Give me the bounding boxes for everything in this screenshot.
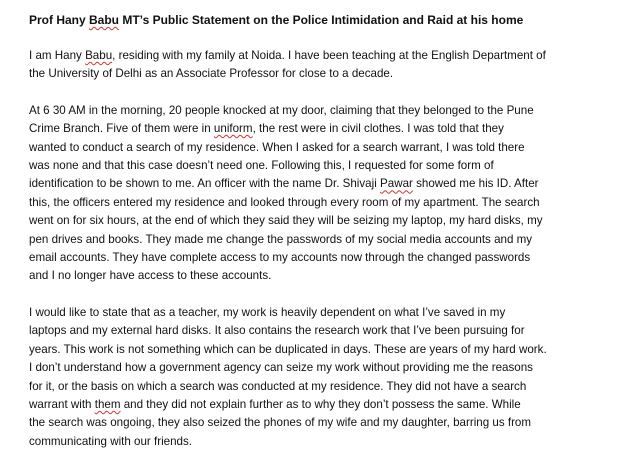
text-line [29,47,629,65]
text-line: I would like to state that as a teacher, my work is heavily dependent on what I’ve saved in my [29,305,506,319]
text-line: years. This work is not something which can be duplicated in days. These are years of my hard work. [29,342,547,356]
text-line [29,396,629,414]
spellcheck-flagged-word[interactable]: uniform [213,122,253,136]
document-title [29,11,629,29]
spellcheck-flagged-word[interactable]: Babu [89,13,120,27]
text-segment: showed me his ID. After [412,177,539,191]
text-segment: identification to be shown to me. An officer with the name Dr. Shivaji [29,177,381,191]
spellcheck-flagged-word[interactable]: Pawar [380,177,413,191]
text-line: the University of Delhi as an Associate Professor for close to a decade. [29,67,394,81]
spellcheck-flagged-word[interactable]: them [94,397,121,411]
spellcheck-flagged-word[interactable]: Babu [85,49,113,62]
title-text-start: Prof Hany [29,13,90,27]
text-line [29,120,629,138]
text-line: wanted to conduct a search of my residence. When I asked for a search warrant, I was told there [29,140,525,154]
text-line: this, the officers entered my residence and looked through every room of my apartment. The search [29,195,540,209]
text-segment: Crime Branch. Five of them were in [29,122,214,136]
text-segment: I am Hany [29,49,86,62]
text-line: communicating with our friends. [29,434,193,448]
title-text-end: MT’s Public Statement on the Police Intimidation and Raid at his home [119,13,524,27]
paragraph-work-impact [29,304,629,451]
text-segment: and they did not explain further as to why they don’t possess the same. While [120,397,521,411]
text-line [29,175,629,193]
text-segment: , residing with my family at Noida. I have been teaching at the English Department of [112,49,546,62]
text-line: for it, or the basis on which a search was conducted at my residence. They did not have a search [29,379,527,393]
text-line: and I no longer have access to these accounts. [29,269,272,283]
text-segment: warrant with [29,397,95,411]
text-line: pen drives and books. They made me change the passwords of my social media accounts and my [29,232,533,246]
paragraph-raid-account [29,102,629,286]
text-line: laptops and my external hard disks. It also contains the research work that I’ve been pursuing for [29,324,525,338]
document-page [29,0,629,451]
text-line: went on for six hours, at the end of which they said they will be seizing my laptop, my hard disks, my [29,214,543,228]
text-line: At 6 30 AM in the morning, 20 people knocked at my door, claiming that they belonged to the Pune [29,103,534,117]
text-line: email accounts. They have complete access to my accounts now through the changed passwords [29,251,531,265]
text-line: was none and that this case doesn’t need one. Following this, I requested for some form of [29,159,494,173]
text-segment: , the rest were in civil clothes. I was told that they [252,122,504,136]
paragraph-introduction [29,47,629,84]
text-line: I don’t understand how a government agency can seize my work without providing me the reasons [29,361,533,375]
text-line: the search was ongoing, they also seized the phones of my wife and my daughter, barring us from [29,416,532,430]
